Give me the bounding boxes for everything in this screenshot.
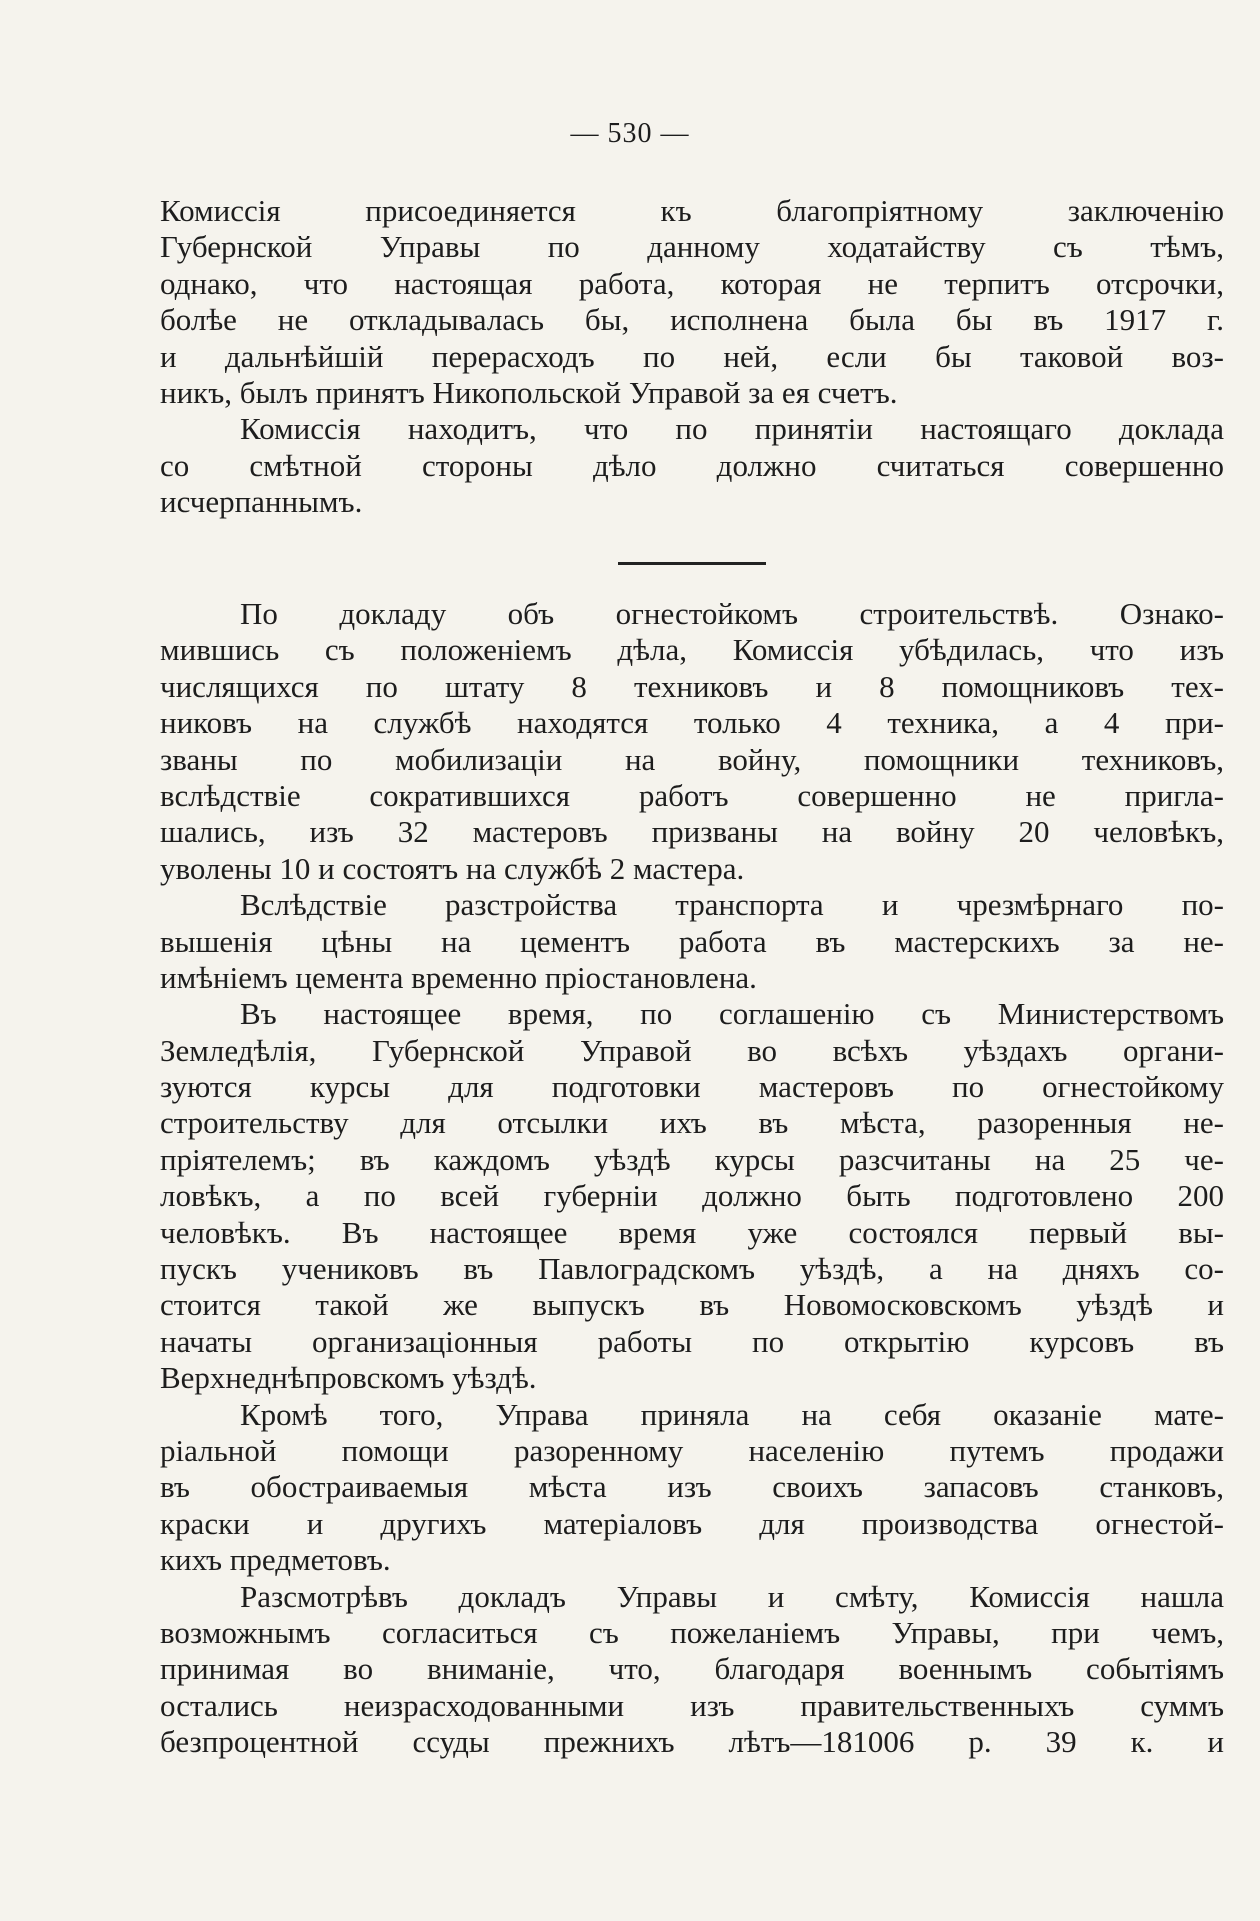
text-block-fireproof-construction [160,596,1224,1761]
text-line: никъ, былъ принятъ Никопольской Управой за ея счетъ. [160,374,898,410]
text-line: остались неизрасходованными изъ правительственныхъ суммъ [160,1687,1224,1723]
text-line: шались, изъ 32 мастеровъ призваны на войну 20 человѣкъ, [160,814,1224,850]
text-line: Губернской Управы по данному ходатайству съ тѣмъ, [160,229,1224,265]
text-line: человѣкъ. Въ настоящее время уже состоялся первый вы- [160,1214,1224,1250]
text-line: вслѣдствіе сократившихся работъ совершенно не пригла- [160,777,1224,813]
text-line: По докладу объ огнестойкомъ строительствѣ. Ознако- [240,596,1224,631]
text-line: строительству для отсылки ихъ въ мѣста, разоренныя не- [160,1105,1224,1141]
text-block-commission-conclusion [160,193,1224,521]
text-line: мившись съ положеніемъ дѣла, Комиссія убѣдилась, что изъ [160,632,1224,668]
text-line: стоится такой же выпускъ въ Новомосковскомъ уѣздѣ и [160,1287,1224,1323]
text-line: имѣніемъ цемента временно пріостановлена. [160,959,757,995]
text-line: Комиссія находитъ, что по принятіи настоящаго доклада [240,411,1224,447]
text-line: ловѣкъ, а по всей губерніи должно быть подготовлено 200 [160,1178,1224,1214]
page-number: — 530 — [570,118,690,149]
text-line: и дальнѣйшій перерасходъ по ней, если бы таковой воз- [160,338,1224,374]
text-line: званы по мобилизаціи на войну, помощники техниковъ, [160,741,1224,777]
text-line: зуются курсы для подготовки мастеровъ по огнестойкому [160,1069,1224,1105]
text-line: Верхнеднѣпровскомъ уѣздѣ. [160,1360,537,1396]
section-divider [618,562,766,565]
text-line: безпроцентной ссуды прежнихъ лѣтъ—181006 р. 39 к. и [160,1724,1224,1760]
text-line: числящихся по штату 8 техниковъ и 8 помощниковъ тех- [160,668,1224,704]
text-line: Въ настоящее время, по соглашенію съ Министерствомъ [240,996,1224,1032]
text-line: пускъ учениковъ въ Павлоградскомъ уѣздѣ, а на дняхъ со- [160,1251,1224,1287]
text-line: начаты организаціонныя работы по открытію курсовъ въ [160,1323,1224,1359]
text-line: вышенія цѣны на цементъ работа въ мастерскихъ за не- [160,923,1224,959]
text-line: краски и другихъ матеріаловъ для производства огнестой- [160,1505,1224,1541]
text-line: Земледѣлія, Губернской Управой во всѣхъ уѣздахъ органи- [160,1032,1224,1068]
text-line: исчерпаннымъ. [160,484,363,520]
text-line: уволены 10 и состоятъ на службѣ 2 мастера. [160,850,745,886]
text-line: со смѣтной стороны дѣло должно считаться совершенно [160,447,1224,483]
text-line: никовъ на службѣ находятся только 4 техника, а 4 при- [160,705,1224,741]
text-line: Разсмотрѣвъ докладъ Управы и смѣту, Комиссія нашла [240,1578,1224,1614]
text-line: Кромѣ того, Управа приняла на себя оказаніе мате- [240,1396,1224,1432]
text-line: въ обостраиваемыя мѣста изъ своихъ запасовъ станковъ, [160,1469,1224,1505]
text-line: однако, что настоящая работа, которая не терпитъ отсрочки, [160,265,1224,301]
text-line: возможнымъ согласиться съ пожеланіемъ Управы, при чемъ, [160,1614,1224,1650]
text-line: Комиссія присоединяется къ благопріятному заключенію [160,193,1224,228]
text-line: ріальной помощи разоренному населенію путемъ продажи [160,1432,1224,1468]
text-line: кихъ предметовъ. [160,1542,391,1578]
text-line: Вслѣдствіе разстройства транспорта и чрезмѣрнаго по- [240,887,1224,923]
text-line: пріятелемъ; въ каждомъ уѣздѣ курсы разсчитаны на 25 че- [160,1141,1224,1177]
text-line: болѣе не откладывалась бы, исполнена была бы въ 1917 г. [160,302,1224,338]
text-line: принимая во вниманіе, что, благодаря военнымъ событіямъ [160,1651,1224,1687]
